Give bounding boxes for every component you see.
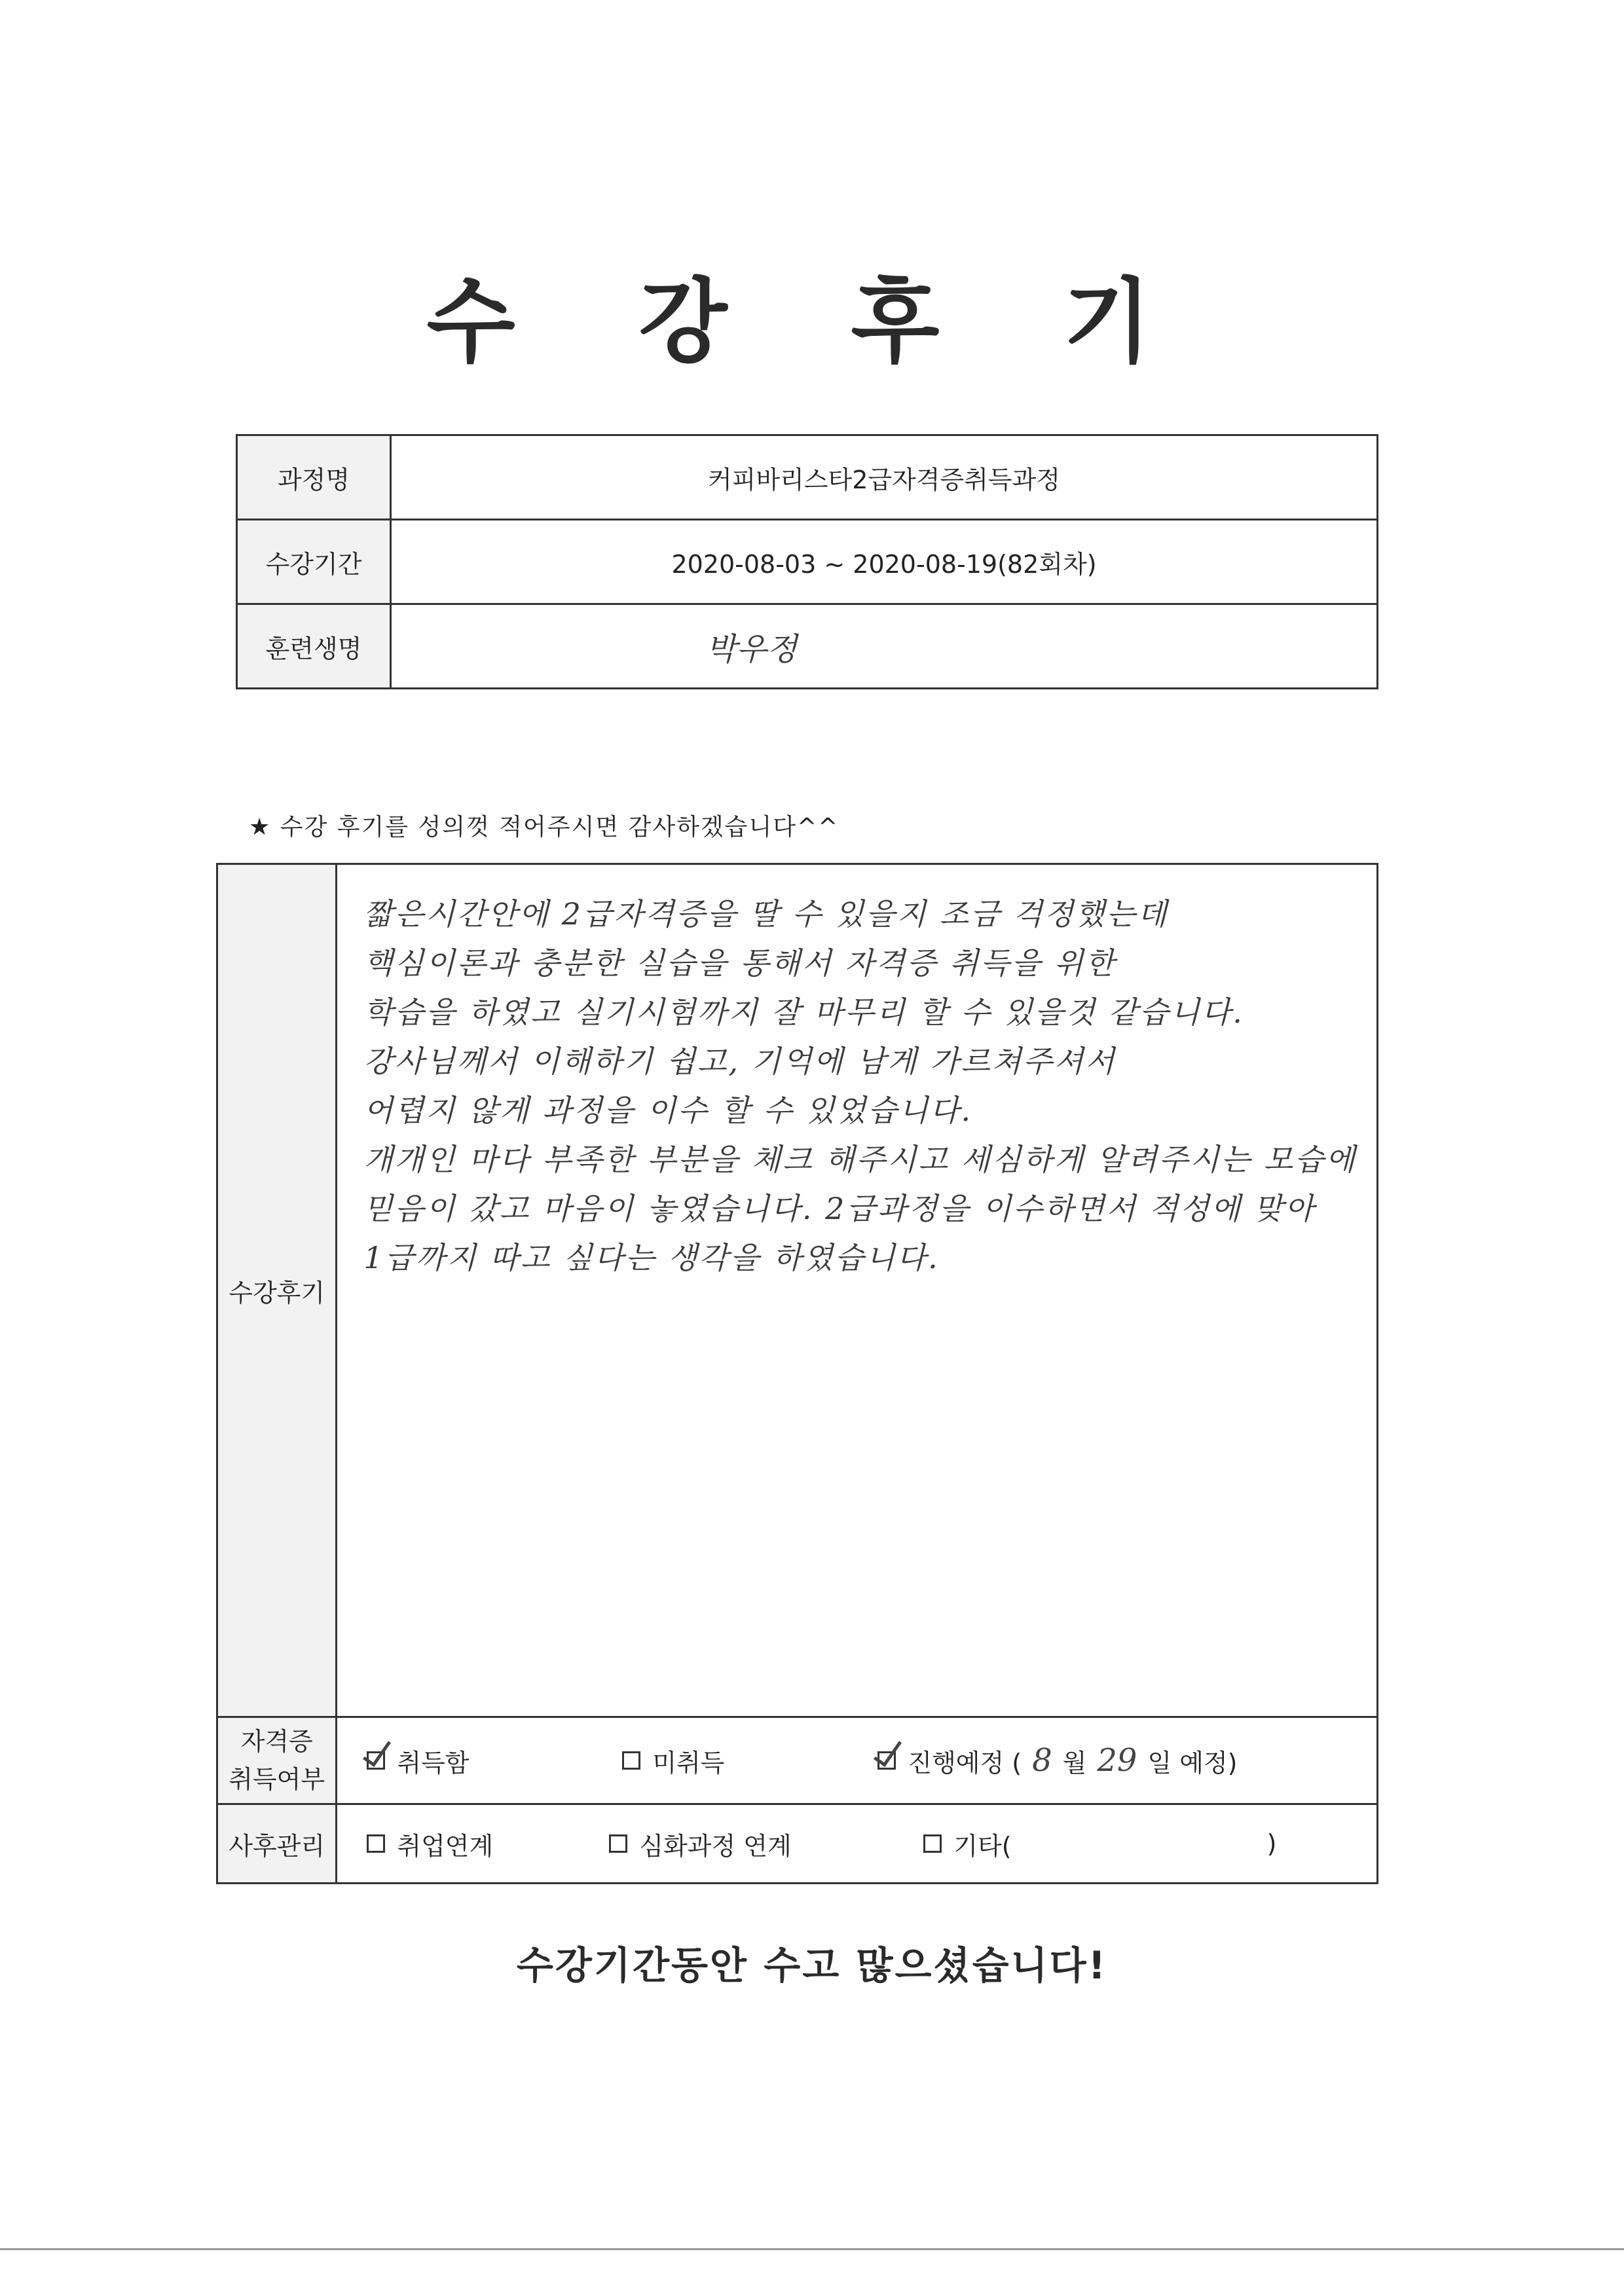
trainee-name-handwritten: 박우정 [706, 630, 798, 668]
review-body [337, 864, 1378, 1717]
review-row [217, 864, 1378, 1717]
closing-message: 수강기간동안 수고 많으셨습니다! [516, 1943, 1108, 1988]
trainee-row [237, 604, 1378, 689]
option-not-obtained-label: 미취득 [652, 1748, 725, 1777]
option-obtained-label: 취득함 [397, 1748, 470, 1777]
review-handwritten-text [337, 865, 1376, 1283]
option-advanced-course[interactable] [609, 1826, 923, 1862]
option-not-obtained[interactable] [622, 1743, 877, 1779]
checkbox-checked-icon[interactable] [877, 1751, 896, 1770]
scan-edge-line [0, 2248, 1624, 2250]
certification-label [217, 1717, 337, 1804]
option-in-progress[interactable] [877, 1742, 1237, 1779]
option-in-progress-label: 진행예정 ( [908, 1748, 1022, 1777]
review-line: 1급까지 따고 싶다는 생각을 하였습니다. [363, 1240, 940, 1275]
review-line: 핵심이론과 충분한 실습을 통해서 자격증 취득을 위한 [363, 945, 1116, 981]
month-unit: 월 [1062, 1748, 1087, 1777]
course-name-row [237, 435, 1378, 520]
document-title: 수 강 후 기 [426, 269, 1198, 376]
review-line: 개개인 마다 부족한 부분을 체크 해주시고 세심하게 알려주시는 모습에 [363, 1142, 1357, 1177]
checkbox-icon[interactable] [923, 1834, 942, 1853]
review-line: 믿음이 갔고 마음이 놓였습니다. 2급과정을 이수하면서 적성에 맞아 [363, 1191, 1316, 1226]
option-other[interactable] [923, 1826, 1276, 1862]
trainee-label: 훈련생명 [237, 604, 391, 689]
certification-label-line1: 자격증 [240, 1727, 313, 1756]
review-label: 수강후기 [217, 864, 337, 1717]
trainee-value-cell [391, 604, 1378, 689]
review-line: 어렵지 않게 과정을 이수 할 수 있었습니다. [363, 1093, 973, 1128]
period-value: 2020-08-03 ~ 2020-08-19(82회차) [391, 520, 1378, 604]
certification-options [337, 1717, 1378, 1804]
aftercare-row [217, 1804, 1378, 1884]
option-job-link-label: 취업연계 [397, 1831, 494, 1861]
day-unit: 일 예정) [1147, 1748, 1238, 1777]
option-other-close: ) [1266, 1829, 1277, 1858]
aftercare-label: 사후관리 [217, 1804, 337, 1884]
course-info-table [236, 434, 1378, 689]
notice-text: ★ 수강 후기를 성의껏 적어주시면 감사하겠습니다^^ [249, 814, 840, 841]
checkbox-icon[interactable] [622, 1751, 640, 1770]
aftercare-options [337, 1804, 1378, 1884]
review-line: 짧은시간안에 2급자격증을 딸 수 있을지 조금 걱정했는데 [363, 896, 1169, 932]
option-obtained[interactable] [367, 1743, 622, 1779]
option-advanced-course-label: 심화과정 연계 [639, 1831, 792, 1861]
period-label: 수강기간 [237, 520, 391, 604]
expected-month-handwritten: 8 [1032, 1742, 1052, 1779]
review-table [216, 863, 1378, 1884]
certification-row [217, 1717, 1378, 1804]
option-job-link[interactable] [367, 1826, 609, 1862]
course-name-value: 커피바리스타2급자격증취득과정 [391, 435, 1378, 520]
checkbox-icon[interactable] [367, 1834, 385, 1853]
expected-day-handwritten: 29 [1097, 1742, 1137, 1779]
review-line: 학습을 하였고 실기시험까지 잘 마무리 할 수 있을것 같습니다. [363, 994, 1244, 1030]
certification-label-line2: 취득여부 [229, 1765, 325, 1794]
review-line: 강사님께서 이해하기 쉽고, 기억에 남게 가르쳐주셔서 [363, 1044, 1116, 1079]
option-other-label: 기타( [953, 1831, 1012, 1861]
period-row [237, 520, 1378, 604]
checkbox-checked-icon[interactable] [367, 1751, 385, 1770]
course-name-label: 과정명 [237, 435, 391, 520]
checkbox-icon[interactable] [609, 1834, 627, 1853]
